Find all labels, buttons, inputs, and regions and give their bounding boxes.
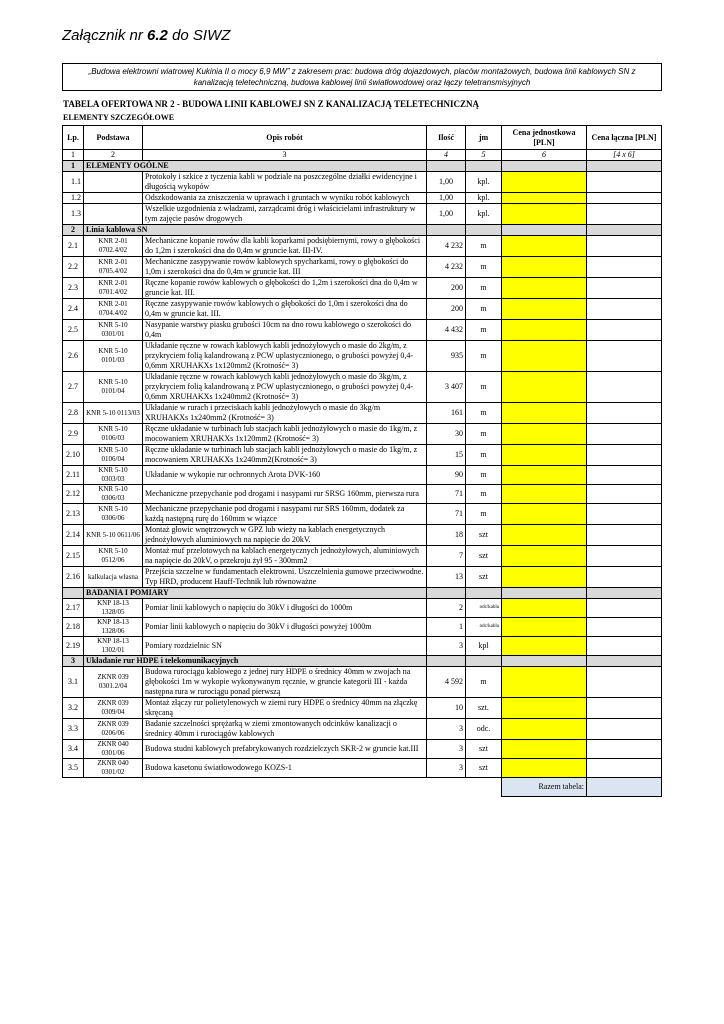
row-quantity: 4 232	[427, 257, 466, 278]
row-lp: 2.8	[63, 403, 84, 424]
row-lp: 2.4	[63, 299, 84, 320]
unit-price-input[interactable]	[502, 466, 587, 485]
row-description: Badanie szczelności sprężarką w ziemi zmontowanych odcinków kanalizacji o średnicy 40mm i rurociągów kablowych	[143, 719, 427, 740]
row-description: Montaż muf przelotowych na kablach energetycznych jednożyłowych, aluminiowych na napięcie do 20kV, o przekroju żył 95 - 300mm2	[143, 546, 427, 567]
row-unit: kpl.	[466, 172, 502, 193]
row-description: Układanie ręczne w rowach kablowych kabli jednożyłowych o masie do 2kg/m, z przykryciem folią kalandrowaną z PCW uplastycznionego, o grubości powyżej 0,4-0,6mm XRUHAKXs 1x120mm2 (Krotność= 3)	[143, 341, 427, 372]
total-price-cell	[587, 740, 662, 759]
summary-spacer	[427, 778, 466, 797]
section-cell	[587, 225, 662, 236]
section-row	[63, 656, 662, 667]
row-lp: 3.3	[63, 719, 84, 740]
row-description: Układanie w rurach i przeciskach kabli jednożyłowych o masie do 3kg/m XRUHAKXs 1x240mm2 (Krotność= 3)	[143, 403, 427, 424]
unit-price-input[interactable]	[502, 525, 587, 546]
title-prefix: Załącznik nr	[62, 27, 143, 44]
column-number: [4 x 6]	[587, 150, 662, 161]
row-lp: 3.1	[63, 667, 84, 698]
table-row	[63, 341, 662, 372]
unit-price-input[interactable]	[502, 445, 587, 466]
column-number-row	[63, 150, 662, 161]
table-row	[63, 278, 662, 299]
unit-price-input[interactable]	[502, 299, 587, 320]
section-title: Linia kablowa SN	[84, 225, 427, 236]
row-quantity: 3 407	[427, 372, 466, 403]
total-price-cell	[587, 485, 662, 504]
section-cell	[587, 161, 662, 172]
section-cell	[502, 656, 587, 667]
col-desc-header: Opis robót	[143, 126, 427, 150]
row-base: KNP 18-13 1302/01	[84, 637, 143, 656]
row-quantity: 10	[427, 698, 466, 719]
row-lp: 2.16	[63, 567, 84, 588]
row-lp: 2.14	[63, 525, 84, 546]
row-description: Pomiary rozdzielnic SN	[143, 637, 427, 656]
column-number: 1	[63, 150, 84, 161]
row-quantity: 18	[427, 525, 466, 546]
total-price-cell	[587, 546, 662, 567]
table-row	[63, 445, 662, 466]
row-description: Pomiar linii kablowych o napięciu do 30kV i długości do 1000m	[143, 599, 427, 618]
row-base: ZKNR 040 0301/02	[84, 759, 143, 778]
unit-price-input[interactable]	[502, 257, 587, 278]
table-row	[63, 504, 662, 525]
unit-price-input[interactable]	[502, 667, 587, 698]
row-unit: m	[466, 320, 502, 341]
row-quantity: 71	[427, 504, 466, 525]
project-line-2: kanalizacją teletechniczną, budowa kablowej linii światłowodowej oraz łączy teletransmisyjnych	[193, 78, 531, 87]
row-description: Mechaniczne kopanie rowów dla kabli koparkami podsiębiernymi, rowy o głębokości do 1,2m i szerokości dna do 0,4m w gruncie kat. III-IV.	[143, 236, 427, 257]
page-title	[62, 27, 230, 44]
row-unit: szt.	[466, 698, 502, 719]
table-row	[63, 667, 662, 698]
row-quantity: 4 232	[427, 236, 466, 257]
row-base: KNR 5-10 0306/06	[84, 504, 143, 525]
row-quantity: 4 592	[427, 667, 466, 698]
table-title: TABELA OFERTOWA NR 2 - BUDOWA LINII KABLOWEJ SN Z KANALIZACJĄ TELETECHNICZNĄ	[63, 99, 480, 109]
total-price-cell	[587, 445, 662, 466]
unit-price-input[interactable]	[502, 320, 587, 341]
row-base: KNR 5-10 0101/03	[84, 341, 143, 372]
row-lp: 2.5	[63, 320, 84, 341]
section-cell	[466, 588, 502, 599]
row-unit: szt	[466, 525, 502, 546]
section-cell	[466, 656, 502, 667]
row-base: KNR 5-10 0106/03	[84, 424, 143, 445]
section-cell	[587, 656, 662, 667]
row-description: Mechaniczne zasypywanie rowów kablowych spycharkami, rowy o głębokości do 1,0m i szerokości dna do 0,4m w gruncie kat. III	[143, 257, 427, 278]
unit-price-input[interactable]	[502, 403, 587, 424]
row-unit: odc/kabla	[466, 618, 502, 637]
row-description: Ręczne układanie w turbinach lub stacjach kabli jednożyłowych o masie do 1kg/m, z mocowaniem XRUHAKXs 1x240mm2(Krotność= 3)	[143, 445, 427, 466]
row-description: Układanie ręczne w rowach kablowych kabli jednożyłowych o masie do 3kg/m, z przykryciem folią kalandrowaną z PCW uplastycznionego, o grubości powyżej 0,4-0,6mm XRUHAKXs 1x240mm2 (Krotność= 3)	[143, 372, 427, 403]
row-unit: m	[466, 504, 502, 525]
table-row	[63, 172, 662, 193]
row-lp: 1.2	[63, 193, 84, 204]
section-number	[63, 588, 84, 599]
section-number: 3	[63, 656, 84, 667]
row-unit: szt	[466, 740, 502, 759]
row-base	[84, 193, 143, 204]
column-number: 4	[427, 150, 466, 161]
row-unit: m	[466, 341, 502, 372]
section-row	[63, 225, 662, 236]
row-quantity: 1,00	[427, 204, 466, 225]
table-row	[63, 372, 662, 403]
table-row	[63, 485, 662, 504]
row-base: KNR 5-10 0301/01	[84, 320, 143, 341]
col-qty-header: Ilość	[427, 126, 466, 150]
title-number: 6.2	[147, 27, 168, 44]
row-quantity: 7	[427, 546, 466, 567]
row-unit: m	[466, 278, 502, 299]
row-lp: 2.1	[63, 236, 84, 257]
table-row	[63, 403, 662, 424]
row-base: ZKNR 039 0309/04	[84, 698, 143, 719]
unit-price-input[interactable]	[502, 236, 587, 257]
table-row	[63, 466, 662, 485]
summary-label: Razem tabela:	[502, 778, 587, 797]
total-price-cell	[587, 372, 662, 403]
total-price-cell	[587, 341, 662, 372]
summary-row	[63, 778, 662, 797]
project-line-1: „Budowa elektrowni wiatrowej Kukinia II o mocy 6,9 MW” z zakresem prac: budowa dróg dojazdowych, placów montażowych, budowa linii kablowych SN z	[88, 67, 636, 76]
column-number: 2	[84, 150, 143, 161]
row-unit: odc.	[466, 719, 502, 740]
row-base: KNR 5-10 0101/04	[84, 372, 143, 403]
table-row	[63, 257, 662, 278]
unit-price-input[interactable]	[502, 698, 587, 719]
row-description: Ręczne układanie w turbinach lub stacjach kabli jednożyłowych o masie do 1kg/m, z mocowaniem XRUHAKXs 1x120mm2 (Krotność= 3)	[143, 424, 427, 445]
title-suffix: do SIWZ	[172, 27, 231, 44]
section-number: 2	[63, 225, 84, 236]
col-unit-price-header: Cena jednostkowa [PLN]	[502, 126, 587, 150]
table-row	[63, 320, 662, 341]
row-unit: m	[466, 424, 502, 445]
row-unit: m	[466, 667, 502, 698]
row-base: ZKNR 039 0301.2/04	[84, 667, 143, 698]
row-description: Budowa rurociągu kablowego z jednej rury HDPE o średnicy 40mm w zwojach na głębokości 1m w wykopie wykonywanym ręcznie, w gruncie kategorii III - każda następna rura w rurociągu ponad pierwszą	[143, 667, 427, 698]
unit-price-input[interactable]	[502, 599, 587, 618]
header-row	[63, 126, 662, 150]
row-unit: m	[466, 403, 502, 424]
row-unit: m	[466, 257, 502, 278]
summary-spacer	[63, 778, 84, 797]
table-row	[63, 698, 662, 719]
total-price-cell	[587, 236, 662, 257]
row-description: Wszelkie uzgodnienia z władzami, zarządcami dróg i właścicielami infrastruktury w tym zajęcie pasów drogowych	[143, 204, 427, 225]
section-cell	[466, 225, 502, 236]
total-price-cell	[587, 403, 662, 424]
unit-price-input[interactable]	[502, 193, 587, 204]
row-quantity: 1	[427, 618, 466, 637]
row-lp: 2.3	[63, 278, 84, 299]
unit-price-input[interactable]	[502, 546, 587, 567]
row-description: Pomiar linii kablowych o napięciu do 30kV i długości powyżej 1000m	[143, 618, 427, 637]
total-price-cell	[587, 618, 662, 637]
row-unit: odc/kabla	[466, 599, 502, 618]
unit-price-input[interactable]	[502, 341, 587, 372]
row-base: KNR 2-01 0702.4/02	[84, 236, 143, 257]
row-description: Odszkodowania za zniszczenia w uprawach i gruntach w wyniku robót kablowych	[143, 193, 427, 204]
row-description: Protokoły i szkice z tyczenia kabli w podziale na poszczególne działki ewidencyjne i długością wykopów	[143, 172, 427, 193]
row-base: ZKNR 040 0301/06	[84, 740, 143, 759]
row-description: Budowa studni kablowych prefabrykowanych rozdzielczych SKR-2 w gruncie kat.III	[143, 740, 427, 759]
row-unit: m	[466, 445, 502, 466]
row-description: Mechaniczne przepychanie pod drogami i nasypami rur SRSG 160mm, pierwsza rura	[143, 485, 427, 504]
row-lp: 2.18	[63, 618, 84, 637]
unit-price-input[interactable]	[502, 278, 587, 299]
row-base	[84, 172, 143, 193]
row-lp: 3.5	[63, 759, 84, 778]
table-row	[63, 546, 662, 567]
row-lp: 2.10	[63, 445, 84, 466]
section-title: Układanie rur HDPE i telekomunikacyjnych	[84, 656, 427, 667]
section-cell	[427, 588, 466, 599]
total-price-cell	[587, 204, 662, 225]
row-base: KNR 5-10 0106/04	[84, 445, 143, 466]
row-lp: 2.6	[63, 341, 84, 372]
row-lp: 2.2	[63, 257, 84, 278]
unit-price-input[interactable]	[502, 504, 587, 525]
table-row	[63, 236, 662, 257]
row-base	[84, 204, 143, 225]
row-description: Montaż złączy rur polietylenowych w ziemi rury HDPE o średnicy 40mm na złączkę skręcaną	[143, 698, 427, 719]
row-base: kalkulacja własna	[84, 567, 143, 588]
total-price-cell	[587, 172, 662, 193]
row-quantity: 3	[427, 637, 466, 656]
table-subtitle: ELEMENTY SZCZEGÓŁOWE	[63, 113, 175, 122]
section-cell	[427, 161, 466, 172]
table-row	[63, 567, 662, 588]
col-base-header: Podstawa	[84, 126, 143, 150]
row-unit: kpl.	[466, 204, 502, 225]
section-title: BADANIA I POMIARY	[84, 588, 427, 599]
section-title: ELEMENTY OGÓLNE	[84, 161, 427, 172]
unit-price-input[interactable]	[502, 172, 587, 193]
row-quantity: 4 432	[427, 320, 466, 341]
row-base: KNR 2-01 0704.4/02	[84, 299, 143, 320]
row-description: Nasypanie warstwy piasku grubości 10cm na dno rowu kablowego o szerokości do 0,4m	[143, 320, 427, 341]
total-price-cell	[587, 719, 662, 740]
table-row	[63, 637, 662, 656]
unit-price-input[interactable]	[502, 719, 587, 740]
row-quantity: 2	[427, 599, 466, 618]
project-description	[62, 63, 662, 91]
unit-price-input[interactable]	[502, 759, 587, 778]
total-price-cell	[587, 759, 662, 778]
row-description: Montaż głowic wnętrzowych w GPZ lub wieży na kablach energetycznych jednożyłowych aluminiowych na napięcie do 20kV.	[143, 525, 427, 546]
row-lp: 2.15	[63, 546, 84, 567]
section-cell	[502, 588, 587, 599]
row-description: Ręczne zasypywanie rowów kablowych o głębokości do 1,0m i szerokości dna do 0,4m w gruncie kat. III.	[143, 299, 427, 320]
section-row	[63, 161, 662, 172]
row-description: Ręczne kopanie rowów kablowych o głębokości do 1,2m i szerokości dna do 0,4m w gruncie kat. III.	[143, 278, 427, 299]
table-row	[63, 193, 662, 204]
summary-spacer	[84, 778, 143, 797]
unit-price-input[interactable]	[502, 485, 587, 504]
row-unit: m	[466, 485, 502, 504]
offer-table	[62, 125, 662, 797]
row-unit: kpl	[466, 637, 502, 656]
table-row	[63, 204, 662, 225]
row-description: Układanie w wykopie rur ochronnych Arota DVK-160	[143, 466, 427, 485]
section-cell	[466, 161, 502, 172]
row-quantity: 90	[427, 466, 466, 485]
table-row	[63, 618, 662, 637]
total-price-cell	[587, 599, 662, 618]
row-lp: 2.11	[63, 466, 84, 485]
row-base: KNR 5-10 0611/06	[84, 525, 143, 546]
row-lp: 1.3	[63, 204, 84, 225]
section-cell	[427, 656, 466, 667]
row-unit: szt	[466, 546, 502, 567]
row-unit: m	[466, 372, 502, 403]
row-quantity: 3	[427, 740, 466, 759]
row-base: KNR 5-10 0113/03	[84, 403, 143, 424]
row-base: ZKNR 039 0206/06	[84, 719, 143, 740]
total-price-cell	[587, 320, 662, 341]
table-row	[63, 759, 662, 778]
table-row	[63, 719, 662, 740]
row-lp: 2.9	[63, 424, 84, 445]
row-unit: m	[466, 466, 502, 485]
row-unit: m	[466, 299, 502, 320]
row-quantity: 1,00	[427, 172, 466, 193]
total-price-cell	[587, 567, 662, 588]
total-price-cell	[587, 667, 662, 698]
row-description: Mechaniczne przepychanie pod drogami i nasypami rur SRS 160mm, dodatek za każdą następną rurę do 160mm w wiązce	[143, 504, 427, 525]
row-lp: 3.2	[63, 698, 84, 719]
row-quantity: 935	[427, 341, 466, 372]
total-price-cell	[587, 257, 662, 278]
row-description: Przejścia szczelne w fundamentach elektrowni. Uszczelnienia gumowe przeciwwodne. Typ HRD, producent Hauff-Technik lub równoważne	[143, 567, 427, 588]
section-cell	[502, 161, 587, 172]
table-row	[63, 299, 662, 320]
row-quantity: 3	[427, 759, 466, 778]
unit-price-input[interactable]	[502, 372, 587, 403]
column-number: 6	[502, 150, 587, 161]
unit-price-input[interactable]	[502, 637, 587, 656]
row-quantity: 71	[427, 485, 466, 504]
unit-price-input[interactable]	[502, 567, 587, 588]
row-unit: m	[466, 236, 502, 257]
total-price-cell	[587, 424, 662, 445]
row-quantity: 161	[427, 403, 466, 424]
row-unit: kpl.	[466, 193, 502, 204]
total-price-cell	[587, 466, 662, 485]
total-price-cell	[587, 278, 662, 299]
total-price-cell	[587, 637, 662, 656]
row-lp: 2.12	[63, 485, 84, 504]
row-quantity: 30	[427, 424, 466, 445]
row-base: KNR 5-10 0303/03	[84, 466, 143, 485]
col-total-price-header: Cena łączna [PLN]	[587, 126, 662, 150]
row-lp: 2.13	[63, 504, 84, 525]
row-quantity: 3	[427, 719, 466, 740]
summary-spacer	[143, 778, 427, 797]
row-lp: 1.1	[63, 172, 84, 193]
summary-spacer	[466, 778, 502, 797]
section-number: 1	[63, 161, 84, 172]
total-price-cell	[587, 299, 662, 320]
unit-price-input[interactable]	[502, 424, 587, 445]
section-cell	[502, 225, 587, 236]
table-row	[63, 424, 662, 445]
column-number: 3	[143, 150, 427, 161]
row-base: KNP 18-13 1328/05	[84, 599, 143, 618]
row-lp: 3.4	[63, 740, 84, 759]
column-number: 5	[466, 150, 502, 161]
table-row	[63, 599, 662, 618]
row-base: KNR 2-01 0701.4/02	[84, 278, 143, 299]
row-quantity: 15	[427, 445, 466, 466]
summary-total-cell	[587, 778, 662, 797]
unit-price-input[interactable]	[502, 740, 587, 759]
row-quantity: 13	[427, 567, 466, 588]
row-unit: szt	[466, 567, 502, 588]
row-unit: szt	[466, 759, 502, 778]
total-price-cell	[587, 698, 662, 719]
row-base: KNR 2-01 0705.4/02	[84, 257, 143, 278]
row-lp: 2.17	[63, 599, 84, 618]
total-price-cell	[587, 504, 662, 525]
row-quantity: 200	[427, 278, 466, 299]
unit-price-input[interactable]	[502, 204, 587, 225]
row-lp: 2.19	[63, 637, 84, 656]
row-description: Budowa kasetonu światłowodowego KOZS-1	[143, 759, 427, 778]
table-row	[63, 740, 662, 759]
row-base: KNR 5-10 0306/03	[84, 485, 143, 504]
section-cell	[587, 588, 662, 599]
offer-table-body	[63, 150, 662, 797]
row-lp: 2.7	[63, 372, 84, 403]
col-unit-header: jm	[466, 126, 502, 150]
row-base: KNR 5-10 0512/06	[84, 546, 143, 567]
row-quantity: 1,00	[427, 193, 466, 204]
table-row	[63, 525, 662, 546]
total-price-cell	[587, 525, 662, 546]
section-cell	[427, 225, 466, 236]
section-row	[63, 588, 662, 599]
total-price-cell	[587, 193, 662, 204]
row-quantity: 200	[427, 299, 466, 320]
row-base: KNP 18-13 1328/06	[84, 618, 143, 637]
col-lp-header: Lp.	[63, 126, 84, 150]
unit-price-input[interactable]	[502, 618, 587, 637]
